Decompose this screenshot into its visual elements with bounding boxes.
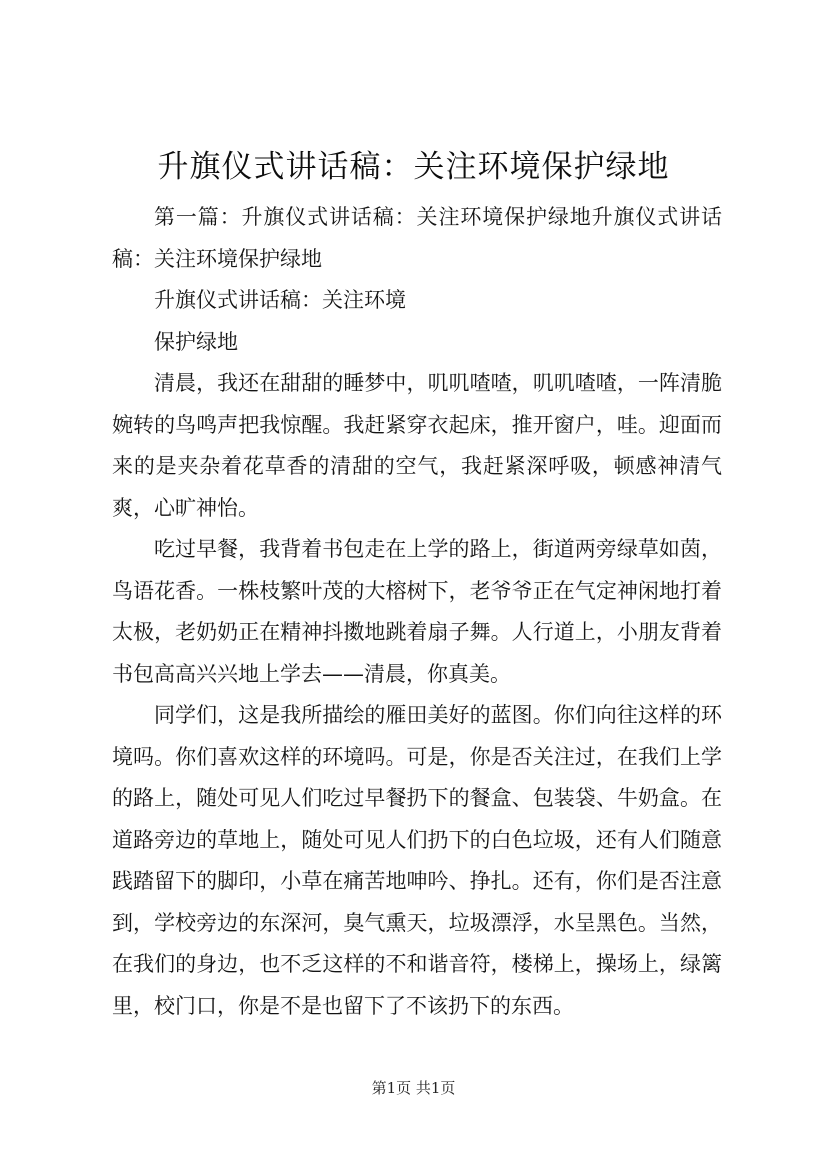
paragraph: 吃过早餐，我背着书包走在上学的路上，街道两旁绿草如茵，鸟语花香。一株枝繁叶茂的大榕树下，老爷爷正在气定神闲地打着太极，老奶奶正在精神抖擞地跳着扇子舞。人行道上，小朋友背着书包高高兴兴地上学去——清晨，你真美。 [112, 537, 722, 686]
paragraph: 保护绿地 [154, 329, 238, 354]
paragraph: 同学们，这是我所描绘的雁田美好的蓝图。你们向往这样的环境吗。你们喜欢这样的环境吗。可是，你是否关注过，在我们上学的路上，随处可见人们吃过早餐扔下的餐盒、包装袋、牛奶盒。在道路旁边的草地上，随处可见人们扔下的白色垃圾，还有人们随意践踏留下的脚印，小草在痛苦地呻吟、挣扎。还有，你们是否注意到，学校旁边的东深河，臭气熏天，垃圾漂浮，水呈黑色。当然，在我们的身边，也不乏这样的不和谐音符，楼梯上，操场上，绿篱里，校门口，你是不是也留下了不该扔下的东西。 [112, 703, 722, 1018]
page-footer: 第1页 共1页 [371, 1079, 456, 1097]
page-title: 升旗仪式讲话稿：关注环境保护绿地 [157, 149, 670, 185]
paragraph: 升旗仪式讲话稿：关注环境 [154, 288, 406, 312]
paragraph: 第一篇：升旗仪式讲话稿：关注环境保护绿地升旗仪式讲话稿：关注环境保护绿地 [112, 205, 722, 271]
paragraph: 清晨，我还在甜甜的睡梦中，叽叽喳喳，叽叽喳喳，一阵清脆婉转的鸟鸣声把我惊醒。我赶紧穿衣起床，推开窗户，哇。迎面而来的是夹杂着花草香的清甜的空气，我赶紧深呼吸，顿感神清气爽，心旷神怡。 [112, 371, 722, 520]
document-body [112, 197, 722, 1027]
